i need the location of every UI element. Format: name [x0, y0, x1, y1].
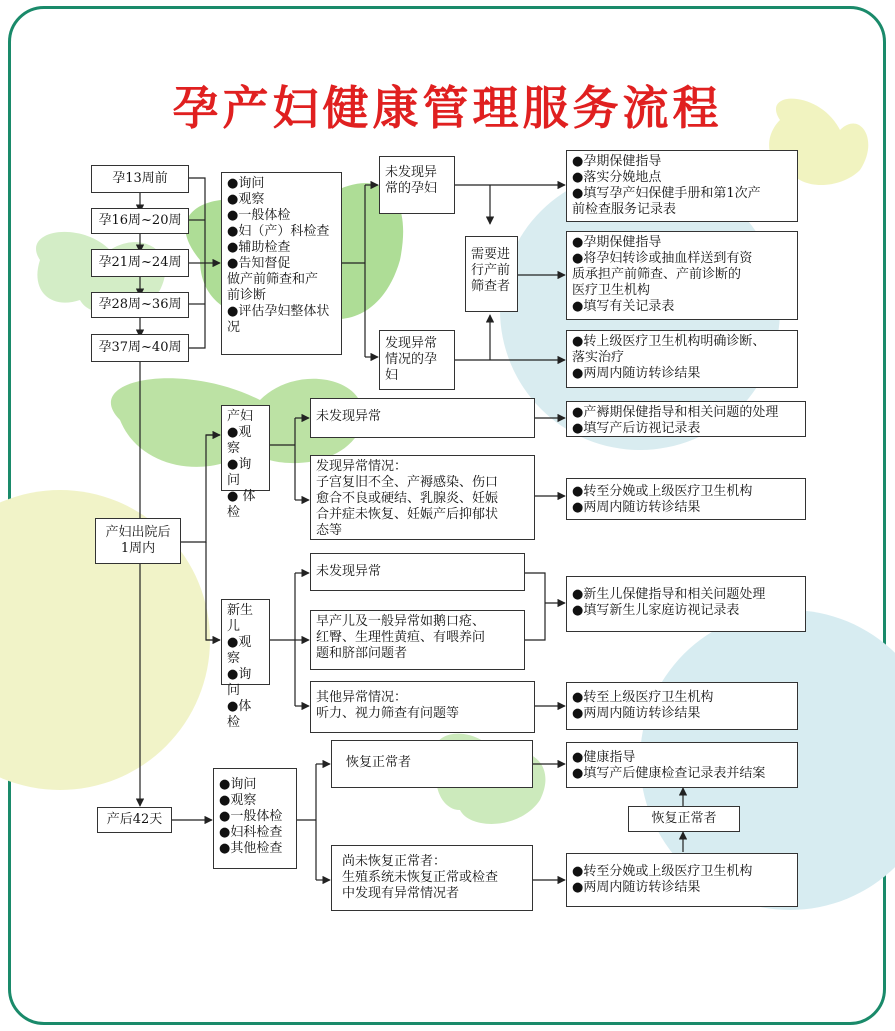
newborn-guidance-box: ●新生儿保健指导和相关问题处理 ●填写新生儿家庭访视记录表	[566, 576, 806, 632]
week13-box: 孕13周前	[91, 165, 189, 193]
day42-checks-box: ●询问 ●观察 ●一般体检 ●妇科检查 ●其他检查	[213, 768, 297, 869]
newborn-normal-box: 未发现异常	[310, 553, 525, 591]
no-abnormal-pregnant-box: 未发现异 常的孕妇	[379, 156, 455, 214]
puerperium-guidance-box: ●产褥期保健指导和相关问题的处理 ●填写产后访视记录表	[566, 401, 806, 437]
care-guidance-box-2: ●孕期保健指导 ●将孕妇转诊或抽血样送到有资 质承担产前筛查、产前诊断的 医疗卫生机构 ●填写有关记录表	[566, 231, 798, 320]
health-guidance-box: ●健康指导 ●填写产后健康检查记录表并结案	[566, 742, 798, 788]
day42-box: 产后42天	[97, 807, 172, 833]
prenatal-checks-box: ●询问 ●观察 ●一般体检 ●妇（产）科检查 ●辅助检查 ●告知督促 做产前筛查和产 前诊断 ●评估孕妇整体状 况	[221, 172, 342, 355]
mother-abnormal-box: 发现异常情况： 子宫复旧不全、产褥感染、伤口 愈合不良或硬结、乳腺炎、妊娠 合并症未恢复、妊娠产后抑郁状 态等	[310, 455, 535, 540]
week16-box: 孕16周~20周	[91, 208, 189, 234]
week37-box: 孕37周~40周	[91, 334, 189, 362]
recovered-box: 恢复正常者	[331, 740, 533, 788]
newborn-checks-box: 新生儿 ●观察 ●询问 ●体检	[221, 599, 270, 685]
care-guidance-box-1: ●孕期保健指导 ●落实分娩地点 ●填写孕产妇保健手册和第1次产 前检查服务记录表	[566, 150, 798, 222]
screening-needed-box: 需要进 行产前 筛查者	[465, 236, 518, 312]
referral-box-1: ●转上级医疗卫生机构明确诊断、 落实治疗 ●两周内随访转诊结果	[566, 330, 798, 388]
not-recovered-box: 尚未恢复正常者： 生殖系统未恢复正常或检查 中发现有异常情况者	[331, 845, 533, 911]
mother-normal-box: 未发现异常	[310, 398, 535, 438]
newborn-other-box: 其他异常情况： 听力、视力筛查有问题等	[310, 681, 535, 733]
page-title: 孕产妇健康管理服务流程	[172, 81, 723, 135]
week21-box: 孕21周~24周	[91, 249, 189, 277]
referral-box-4: ●转至分娩或上级医疗卫生机构 ●两周内随访转诊结果	[566, 853, 798, 907]
newborn-minor-box: 早产儿及一般异常如鹅口疮、 红臀、生理性黄疸、有喂养问 题和脐部问题者	[310, 610, 525, 670]
mother-checks-box: 产妇 ●观察 ●询问 ● 体检	[221, 405, 270, 491]
referral-box-2: ●转至分娩或上级医疗卫生机构 ●两周内随访转诊结果	[566, 478, 806, 520]
postpartum-visit-box: 产妇出院后 1周内	[95, 518, 181, 564]
referral-box-3: ●转至上级医疗卫生机构 ●两周内随访转诊结果	[566, 682, 798, 730]
recovered-box-2: 恢复正常者	[628, 806, 740, 832]
abnormal-pregnant-box: 发现异常 情况的孕 妇	[379, 330, 455, 390]
week28-box: 孕28周~36周	[91, 292, 189, 318]
